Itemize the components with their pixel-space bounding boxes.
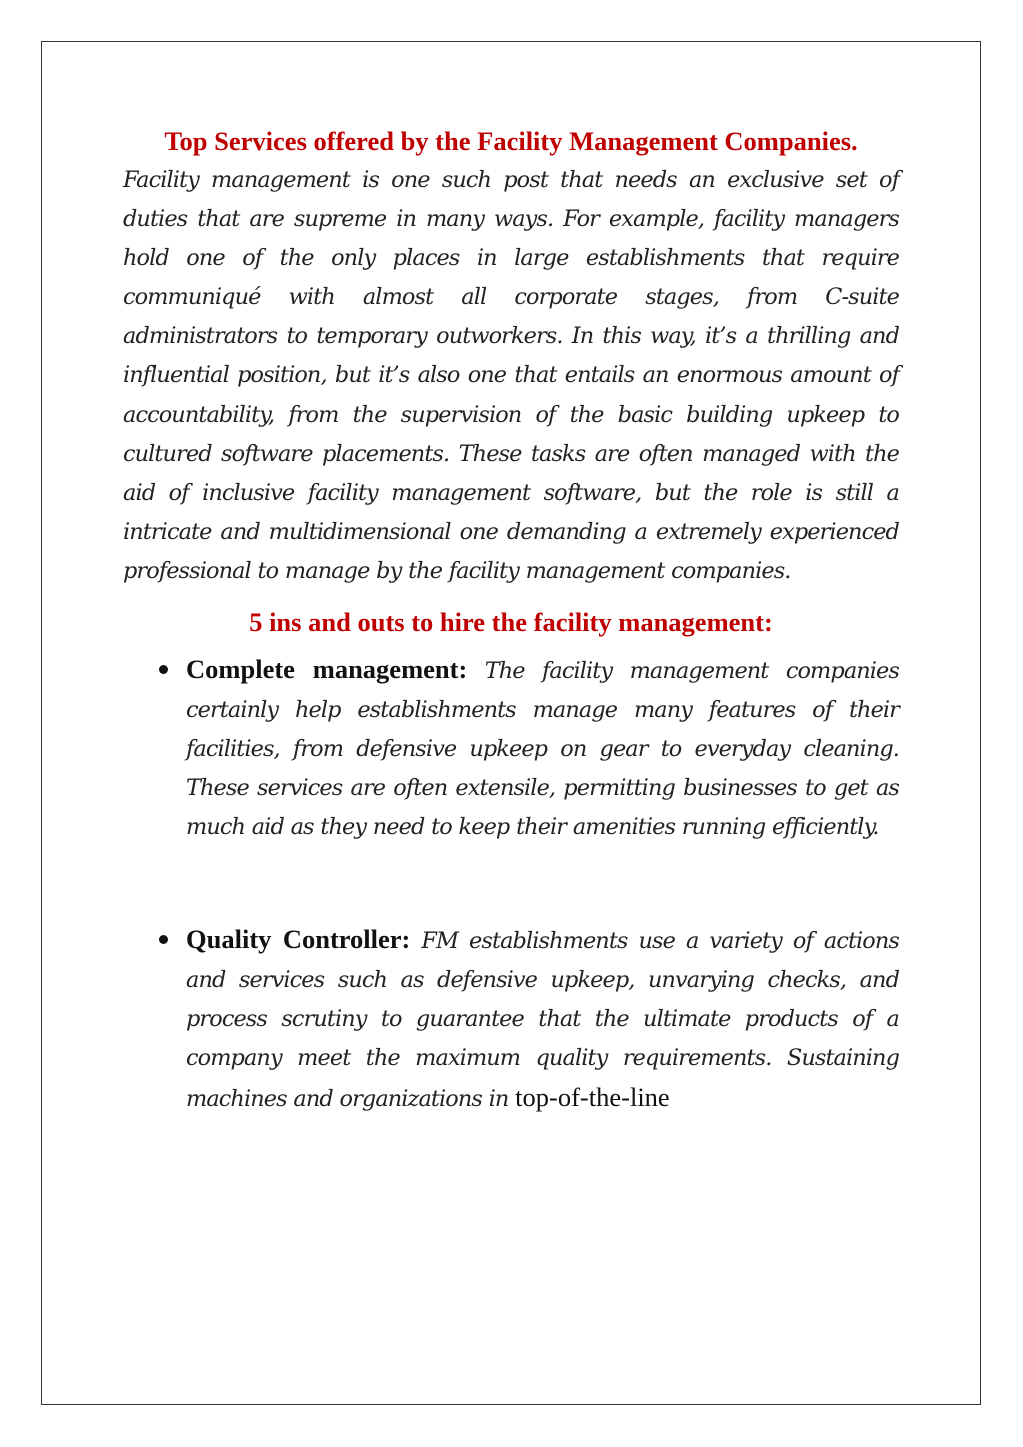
bullet-paragraph	[186, 920, 899, 1119]
bullet-list	[123, 650, 899, 1119]
section-subtitle: 5 ins and outs to hire the facility management:	[249, 607, 773, 638]
bullet-body: FM establishments use a variety of actions and services such as defensive upkeep, unvarying checks, and process scrutiny to guarantee that the ultimate products of a company meet the maximum quality requirements. Sustaining machines and organizations in	[186, 927, 900, 1112]
bullet-item-complete-management	[123, 650, 899, 847]
bullet-paragraph	[186, 650, 899, 847]
bullet-tail-text: top-of-the-line	[515, 1081, 670, 1112]
bullet-body: The facility management companies certainly help establishments manage many features of their facilities, from defensive upkeep on gear to everyday cleaning. These services are often extensile, permitting businesses to get as much aid as they need to keep their amenities running efficiently.	[186, 658, 899, 841]
bullet-item-quality-controller	[123, 920, 899, 1119]
bullet-heading: Quality Controller:	[186, 923, 411, 954]
document-title: Top Services offered by the Facility Management Companies.	[164, 126, 858, 156]
document-content	[123, 122, 899, 1119]
bullet-dot-icon	[159, 935, 168, 944]
bullet-heading: Complete management:	[186, 654, 468, 685]
bullet-dot-icon	[159, 665, 168, 674]
spacer	[123, 848, 899, 920]
intro-paragraph: Facility management is one such post that needs an exclusive set of duties that are supreme in many ways. For example, facility managers hold one of the only places in large establishments that require communiqué with almost all corporate stages, from C-suite administrators to temporary outworkers. In this way, it’s a thrilling and influential position, but it’s also one that entails an enormous amount of accountability, from the supervision of the basic building upkeep to cultured software placements. These tasks are often managed with the aid of inclusive facility management software, but the role is still a intricate and multidimensional one demanding a extremely experienced professional to manage by the facility management companies.	[123, 167, 899, 584]
